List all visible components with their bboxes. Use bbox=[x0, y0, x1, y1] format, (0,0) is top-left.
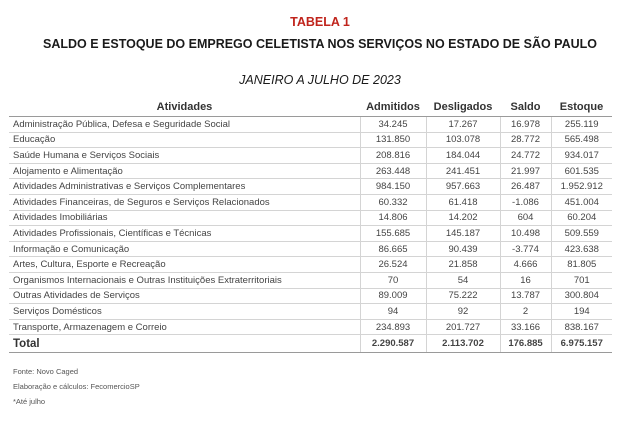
column-header-desligados: Desligados bbox=[426, 98, 500, 117]
desligados-value: 21.858 bbox=[426, 257, 500, 273]
table-row bbox=[9, 272, 612, 288]
saldo-value: 10.498 bbox=[500, 226, 551, 242]
source-note: Fonte: Novo Caged bbox=[13, 367, 79, 376]
desligados-value: 90.439 bbox=[426, 241, 500, 257]
saldo-value: 2 bbox=[500, 304, 551, 320]
desligados-value: 75.222 bbox=[426, 288, 500, 304]
employment-table bbox=[9, 98, 612, 353]
admitidos-value: 34.245 bbox=[360, 117, 426, 133]
activity-name: Administração Pública, Defesa e Seguridade Social bbox=[9, 117, 360, 133]
desligados-value: 61.418 bbox=[426, 194, 500, 210]
estoque-value: 60.204 bbox=[551, 210, 612, 226]
saldo-value: 28.772 bbox=[500, 132, 551, 148]
table-row bbox=[9, 179, 612, 195]
estoque-value: 701 bbox=[551, 272, 612, 288]
admitidos-value: 26.524 bbox=[360, 257, 426, 273]
estoque-value: 509.559 bbox=[551, 226, 612, 242]
estoque-value: 300.804 bbox=[551, 288, 612, 304]
activity-name: Transporte, Armazenagem e Correio bbox=[9, 319, 360, 335]
admitidos-value: 70 bbox=[360, 272, 426, 288]
table-row bbox=[9, 117, 612, 133]
admitidos-value: 208.816 bbox=[360, 148, 426, 164]
desligados-value: 957.663 bbox=[426, 179, 500, 195]
admitidos-value: 14.806 bbox=[360, 210, 426, 226]
table-row bbox=[9, 148, 612, 164]
table-row bbox=[9, 194, 612, 210]
activity-name: Informação e Comunicação bbox=[9, 241, 360, 257]
saldo-value: 4.666 bbox=[500, 257, 551, 273]
estoque-value: 934.017 bbox=[551, 148, 612, 164]
total-label: Total bbox=[9, 335, 360, 353]
table-row bbox=[9, 288, 612, 304]
admitidos-value: 60.332 bbox=[360, 194, 426, 210]
estoque-value: 601.535 bbox=[551, 163, 612, 179]
desligados-value: 17.267 bbox=[426, 117, 500, 133]
activity-name: Atividades Imobiliárias bbox=[9, 210, 360, 226]
activity-name: Alojamento e Alimentação bbox=[9, 163, 360, 179]
desligados-value: 184.044 bbox=[426, 148, 500, 164]
column-header-saldo: Saldo bbox=[500, 98, 551, 117]
footnote: *Até julho bbox=[13, 397, 46, 406]
saldo-value: 604 bbox=[500, 210, 551, 226]
admitidos-value: 94 bbox=[360, 304, 426, 320]
activity-name: Artes, Cultura, Esporte e Recreação bbox=[9, 257, 360, 273]
total-row bbox=[9, 335, 612, 353]
notes bbox=[13, 364, 140, 409]
saldo-value: 16.978 bbox=[500, 117, 551, 133]
saldo-value: 13.787 bbox=[500, 288, 551, 304]
desligados-value: 14.202 bbox=[426, 210, 500, 226]
saldo-value: 16 bbox=[500, 272, 551, 288]
activity-name: Organismos Internacionais e Outras Instituições Extraterritoriais bbox=[9, 272, 360, 288]
activity-name: Atividades Profissionais, Científicas e Técnicas bbox=[9, 226, 360, 242]
table-row bbox=[9, 163, 612, 179]
estoque-value: 1.952.912 bbox=[551, 179, 612, 195]
table-row bbox=[9, 226, 612, 242]
saldo-value: -1.086 bbox=[500, 194, 551, 210]
admitidos-value: 984.150 bbox=[360, 179, 426, 195]
admitidos-value: 131.850 bbox=[360, 132, 426, 148]
total-saldo: 176.885 bbox=[500, 335, 551, 353]
total-estoque: 6.975.157 bbox=[551, 335, 612, 353]
column-header-atividades: Atividades bbox=[9, 98, 360, 117]
activity-name: Saúde Humana e Serviços Sociais bbox=[9, 148, 360, 164]
table-title: SALDO E ESTOQUE DO EMPREGO CELETISTA NOS SERVIÇOS NO ESTADO DE SÃO PAULO bbox=[42, 37, 597, 51]
saldo-value: 21.997 bbox=[500, 163, 551, 179]
desligados-value: 201.727 bbox=[426, 319, 500, 335]
estoque-value: 194 bbox=[551, 304, 612, 320]
admitidos-value: 89.009 bbox=[360, 288, 426, 304]
saldo-value: 26.487 bbox=[500, 179, 551, 195]
total-admitidos: 2.290.587 bbox=[360, 335, 426, 353]
saldo-value: 33.166 bbox=[500, 319, 551, 335]
elaboration-note: Elaboração e cálculos: FecomercioSP bbox=[13, 382, 140, 391]
activity-name: Outras Atividades de Serviços bbox=[9, 288, 360, 304]
desligados-value: 103.078 bbox=[426, 132, 500, 148]
table-row bbox=[9, 319, 612, 335]
estoque-value: 423.638 bbox=[551, 241, 612, 257]
admitidos-value: 234.893 bbox=[360, 319, 426, 335]
estoque-value: 838.167 bbox=[551, 319, 612, 335]
activity-name: Educação bbox=[9, 132, 360, 148]
admitidos-value: 263.448 bbox=[360, 163, 426, 179]
activity-name: Atividades Administrativas e Serviços Complementares bbox=[9, 179, 360, 195]
estoque-value: 81.805 bbox=[551, 257, 612, 273]
table-period: JANEIRO A JULHO DE 2023 bbox=[239, 73, 401, 87]
desligados-value: 92 bbox=[426, 304, 500, 320]
table-row bbox=[9, 241, 612, 257]
table-row bbox=[9, 257, 612, 273]
admitidos-value: 155.685 bbox=[360, 226, 426, 242]
estoque-value: 451.004 bbox=[551, 194, 612, 210]
column-header-admitidos: Admitidos bbox=[360, 98, 426, 117]
saldo-value: -3.774 bbox=[500, 241, 551, 257]
table-row bbox=[9, 210, 612, 226]
estoque-value: 565.498 bbox=[551, 132, 612, 148]
table-row bbox=[9, 132, 612, 148]
desligados-value: 145.187 bbox=[426, 226, 500, 242]
activity-name: Atividades Financeiras, de Seguros e Serviços Relacionados bbox=[9, 194, 360, 210]
table-label: TABELA 1 bbox=[290, 15, 350, 29]
table-header-row bbox=[9, 98, 612, 117]
admitidos-value: 86.665 bbox=[360, 241, 426, 257]
saldo-value: 24.772 bbox=[500, 148, 551, 164]
desligados-value: 54 bbox=[426, 272, 500, 288]
desligados-value: 241.451 bbox=[426, 163, 500, 179]
table-row bbox=[9, 304, 612, 320]
estoque-value: 255.119 bbox=[551, 117, 612, 133]
column-header-estoque: Estoque bbox=[551, 98, 612, 117]
total-desligados: 2.113.702 bbox=[426, 335, 500, 353]
activity-name: Serviços Domésticos bbox=[9, 304, 360, 320]
